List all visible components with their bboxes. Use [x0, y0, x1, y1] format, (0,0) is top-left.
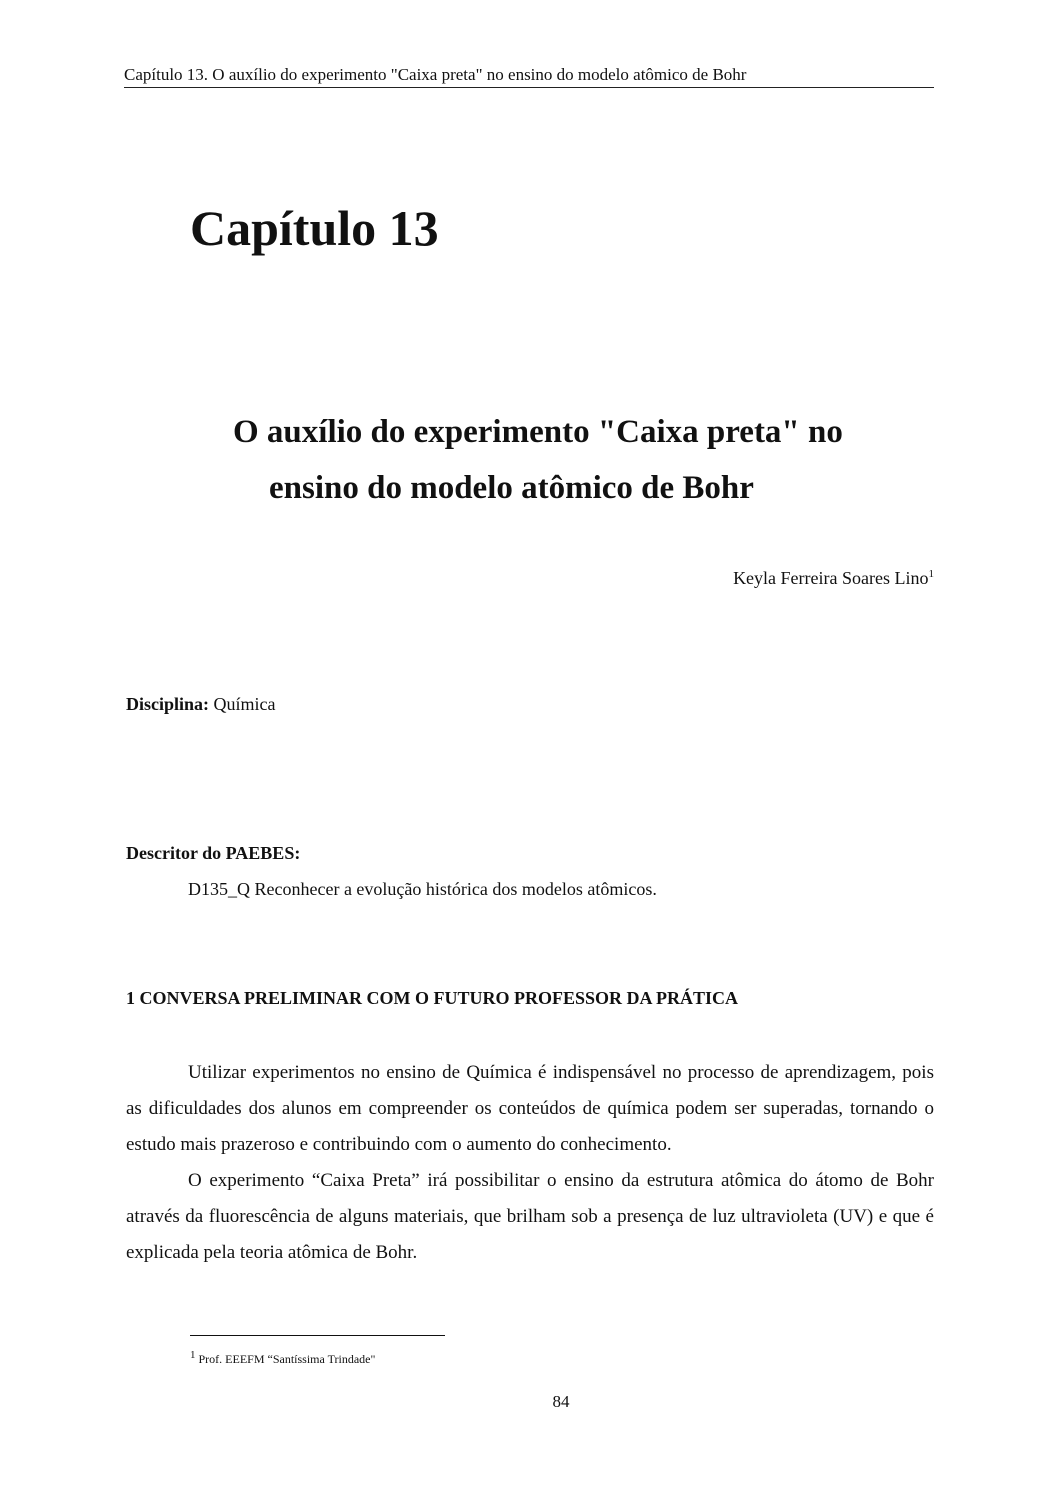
running-header	[124, 64, 934, 88]
chapter-title	[124, 404, 934, 516]
author-line	[733, 566, 934, 590]
discipline-field	[126, 692, 276, 716]
chapter-label: Capítulo 13	[190, 200, 439, 256]
author-footnote-mark[interactable]: 1	[928, 568, 934, 580]
paragraph: Utilizar experimentos no ensino de Química é indispensável no processo de aprendizagem, pois as dificuldades dos alunos em compreender os conteúdos de química podem ser superadas, tornando o estudo mais prazeroso e contribuindo com o aumento do conhecimento.	[126, 1062, 934, 1155]
paragraph: O experimento “Caixa Preta” irá possibilitar o ensino da estrutura atômica do átomo de Bohr através da fluorescência de alguns materiais, que brilham sob a presença de luz ultravioleta (UV) e que é explicada pela teoria atômica de Bohr.	[126, 1170, 934, 1263]
chapter-title-line-1: O auxílio do experimento "Caixa preta" no	[233, 414, 843, 450]
chapter-title-line-2: ensino do modelo atômico de Bohr	[269, 470, 754, 506]
discipline-label: Disciplina:	[126, 694, 210, 714]
descriptor-field	[126, 841, 300, 865]
discipline-value: Química	[213, 694, 276, 714]
footnote	[190, 1350, 375, 1368]
descriptor-label: Descritor do PAEBES:	[126, 843, 301, 863]
section-heading: 1 CONVERSA PRELIMINAR COM O FUTURO PROFESSOR DA PRÁTICA	[126, 988, 739, 1008]
footnote-divider	[190, 1335, 445, 1336]
section-body	[126, 1055, 934, 1271]
footnote-mark: 1	[190, 1349, 196, 1361]
page-number: 84	[552, 1392, 570, 1411]
author-name: Keyla Ferreira Soares Lino	[733, 568, 929, 588]
running-header-text: Capítulo 13. O auxílio do experimento "Caixa preta" no ensino do modelo atômico de Bohr	[124, 65, 747, 84]
footnote-text: Prof. EEEFM “Santíssima Trindade"	[198, 1352, 376, 1366]
descriptor-item: D135_Q Reconhecer a evolução histórica dos modelos atômicos.	[188, 879, 657, 899]
